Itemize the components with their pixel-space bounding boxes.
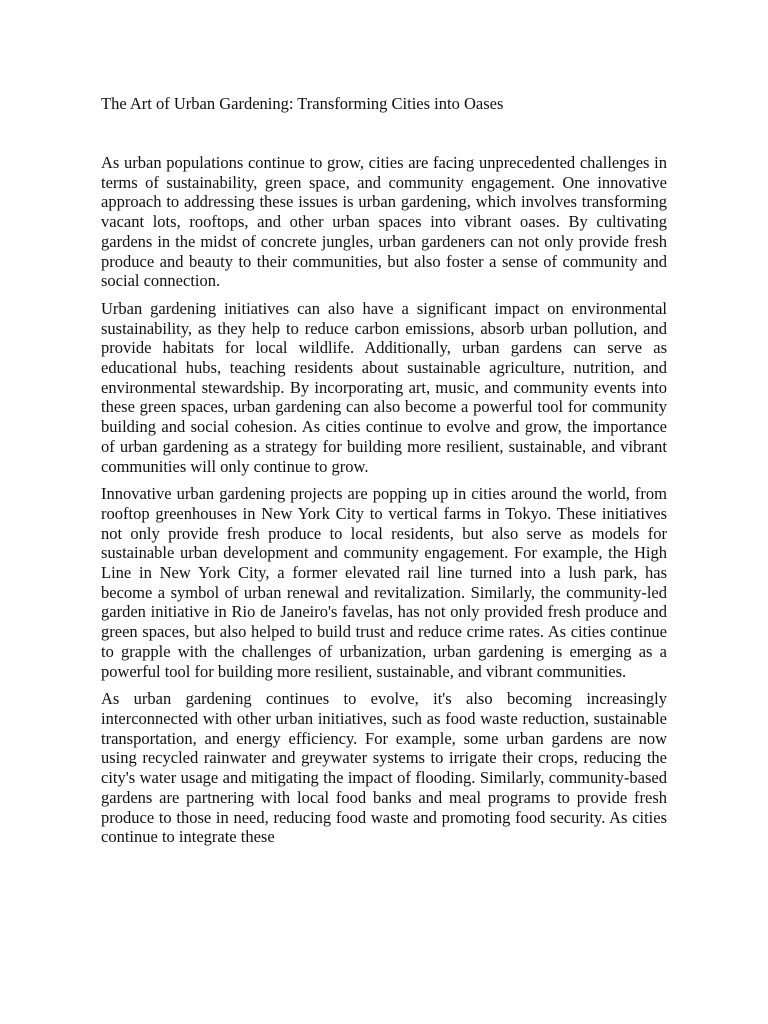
paragraph-2: Urban gardening initiatives can also have a significant impact on environmental sustainability, as they help to reduce carbon emissions, absorb urban pollution, and provide habitats for local wildlife. Additionally, urban gardens can serve as educational hubs, teaching residents about sustainable agriculture, nutrition, and environmental stewardship. By incorporating art, music, and community events into these green spaces, urban gardening can also become a powerful tool for community building and social cohesion. As cities continue to evolve and grow, the importance of urban gardening as a strategy for building more resilient, sustainable, and vibrant communities will only continue to grow.	[101, 298, 667, 476]
paragraph-1: As urban populations continue to grow, cities are facing unprecedented challenges in terms of sustainability, green space, and community engagement. One innovative approach to addressing these issues is urban gardening, which involves transforming vacant lots, rooftops, and other urban spaces into vibrant oases. By cultivating gardens in the midst of concrete jungles, urban gardeners can not only provide fresh produce and beauty to their communities, but also foster a sense of community and social connection.	[101, 153, 667, 291]
paragraph-4: As urban gardening continues to evolve, it's also becoming increasingly interconnected with other urban initiatives, such as food waste reduction, sustainable transportation, and energy efficiency. For example, some urban gardens are now using recycled rainwater and greywater systems to irrigate their crops, reducing the city's water usage and mitigating the impact of flooding. Similarly, community-based gardens are partnering with local food banks and meal programs to provide fresh produce to those in need, reducing food waste and promoting food security. As cities continue to integrate these	[101, 689, 667, 847]
document-title: The Art of Urban Gardening: Transforming Cities into Oases	[101, 94, 504, 113]
document-page	[101, 93, 667, 855]
paragraph-3: Innovative urban gardening projects are popping up in cities around the world, from rooftop greenhouses in New York City to vertical farms in Tokyo. These initiatives not only provide fresh produce to local residents, but also serve as models for sustainable urban development and community engagement. For example, the High Line in New York City, a former elevated rail line turned into a lush park, has become a symbol of urban renewal and revitalization. Similarly, the community-led garden initiative in Rio de Janeiro's favelas, has not only provided fresh produce and green spaces, but also helped to build trust and reduce crime rates. As cities continue to grapple with the challenges of urbanization, urban gardening is emerging as a powerful tool for building more resilient, sustainable, and vibrant communities.	[101, 484, 667, 681]
